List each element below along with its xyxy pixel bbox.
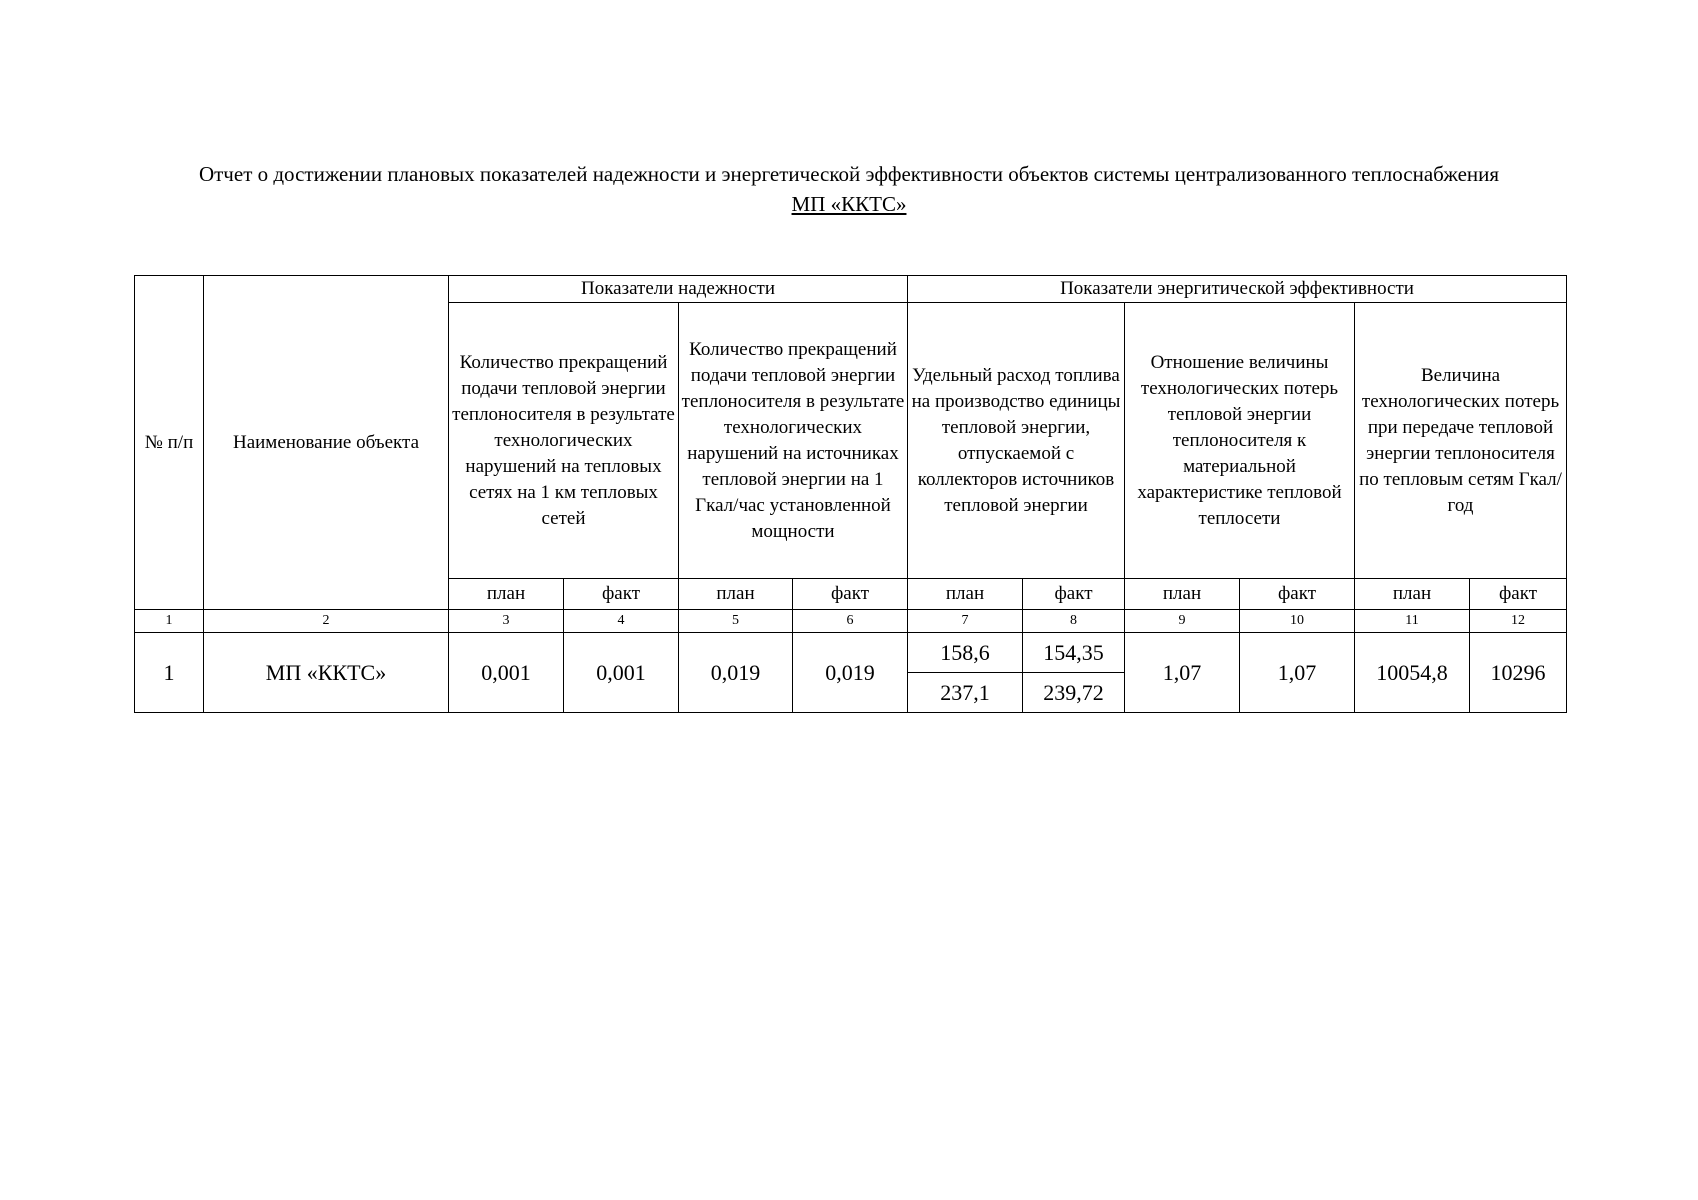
cell-fuel-consumption-fact-1: 154,35 (1023, 633, 1125, 673)
header-plan: план (449, 579, 564, 610)
header-group-efficiency: Показатели энергитической эффективности (908, 276, 1567, 303)
cell-transmission-losses-fact: 10296 (1470, 633, 1567, 713)
header-plan: план (908, 579, 1023, 610)
header-col-number: № п/п (135, 276, 204, 610)
row-number: 1 (135, 633, 204, 713)
header-group-reliability: Показатели надежности (449, 276, 908, 303)
report-table (134, 275, 1567, 713)
header-row-groups (135, 276, 1567, 303)
cell-loss-ratio-fact: 1,07 (1240, 633, 1355, 713)
header-indicator-source-interruptions: Количество прекращений подачи тепловой энергии теплоносителя в результате технологических нарушений на источниках тепловой энергии на 1 Гкал/час установленной мощности (679, 303, 908, 579)
header-plan: план (1125, 579, 1240, 610)
header-col-name: Наименование объекта (204, 276, 449, 610)
header-plan: план (679, 579, 793, 610)
header-indicator-loss-ratio: Отношение величины технологических потерь тепловой энергии теплоносителя к материальной характеристике тепловой теплосети (1125, 303, 1355, 579)
cell-transmission-losses-plan: 10054,8 (1355, 633, 1470, 713)
header-fact: факт (793, 579, 908, 610)
cell-fuel-consumption-fact-2: 239,72 (1023, 673, 1125, 713)
cell-source-interruptions-plan: 0,019 (679, 633, 793, 713)
header-fact: факт (564, 579, 679, 610)
header-indicator-network-interruptions: Количество прекращений подачи тепловой энергии теплоносителя в результате технологических нарушений на тепловых сетях на 1 км тепловых сетей (449, 303, 679, 579)
column-number: 8 (1023, 610, 1125, 633)
header-indicator-fuel-consumption: Удельный расход топлива на производство единицы тепловой энергии, отпускаемой с коллекторов источников тепловой энергии (908, 303, 1125, 579)
column-number: 6 (793, 610, 908, 633)
header-fact: факт (1470, 579, 1567, 610)
report-title (0, 159, 1698, 219)
column-number: 5 (679, 610, 793, 633)
column-number: 10 (1240, 610, 1355, 633)
column-number: 12 (1470, 610, 1567, 633)
column-number-row (135, 610, 1567, 633)
column-number: 11 (1355, 610, 1470, 633)
cell-network-interruptions-plan: 0,001 (449, 633, 564, 713)
row-object-name: МП «ККТС» (204, 633, 449, 713)
report-title-line: Отчет о достижении плановых показателей надежности и энергетической эффективности объектов системы централизованного теплоснабжения (198, 162, 1500, 186)
cell-fuel-consumption-plan-2: 237,1 (908, 673, 1023, 713)
table-row (135, 633, 1567, 673)
header-fact: факт (1240, 579, 1355, 610)
column-number: 4 (564, 610, 679, 633)
cell-network-interruptions-fact: 0,001 (564, 633, 679, 713)
header-fact: факт (1023, 579, 1125, 610)
header-indicator-transmission-losses: Величина технологических потерь при передаче тепловой энергии теплоносителя по тепловым сетям Гкал/год (1355, 303, 1567, 579)
column-number: 1 (135, 610, 204, 633)
cell-loss-ratio-plan: 1,07 (1125, 633, 1240, 713)
column-number: 9 (1125, 610, 1240, 633)
column-number: 2 (204, 610, 449, 633)
cell-fuel-consumption-plan-1: 158,6 (908, 633, 1023, 673)
cell-source-interruptions-fact: 0,019 (793, 633, 908, 713)
header-plan: план (1355, 579, 1470, 610)
column-number: 3 (449, 610, 564, 633)
column-number: 7 (908, 610, 1023, 633)
report-organization: МП «ККТС» (791, 192, 907, 216)
